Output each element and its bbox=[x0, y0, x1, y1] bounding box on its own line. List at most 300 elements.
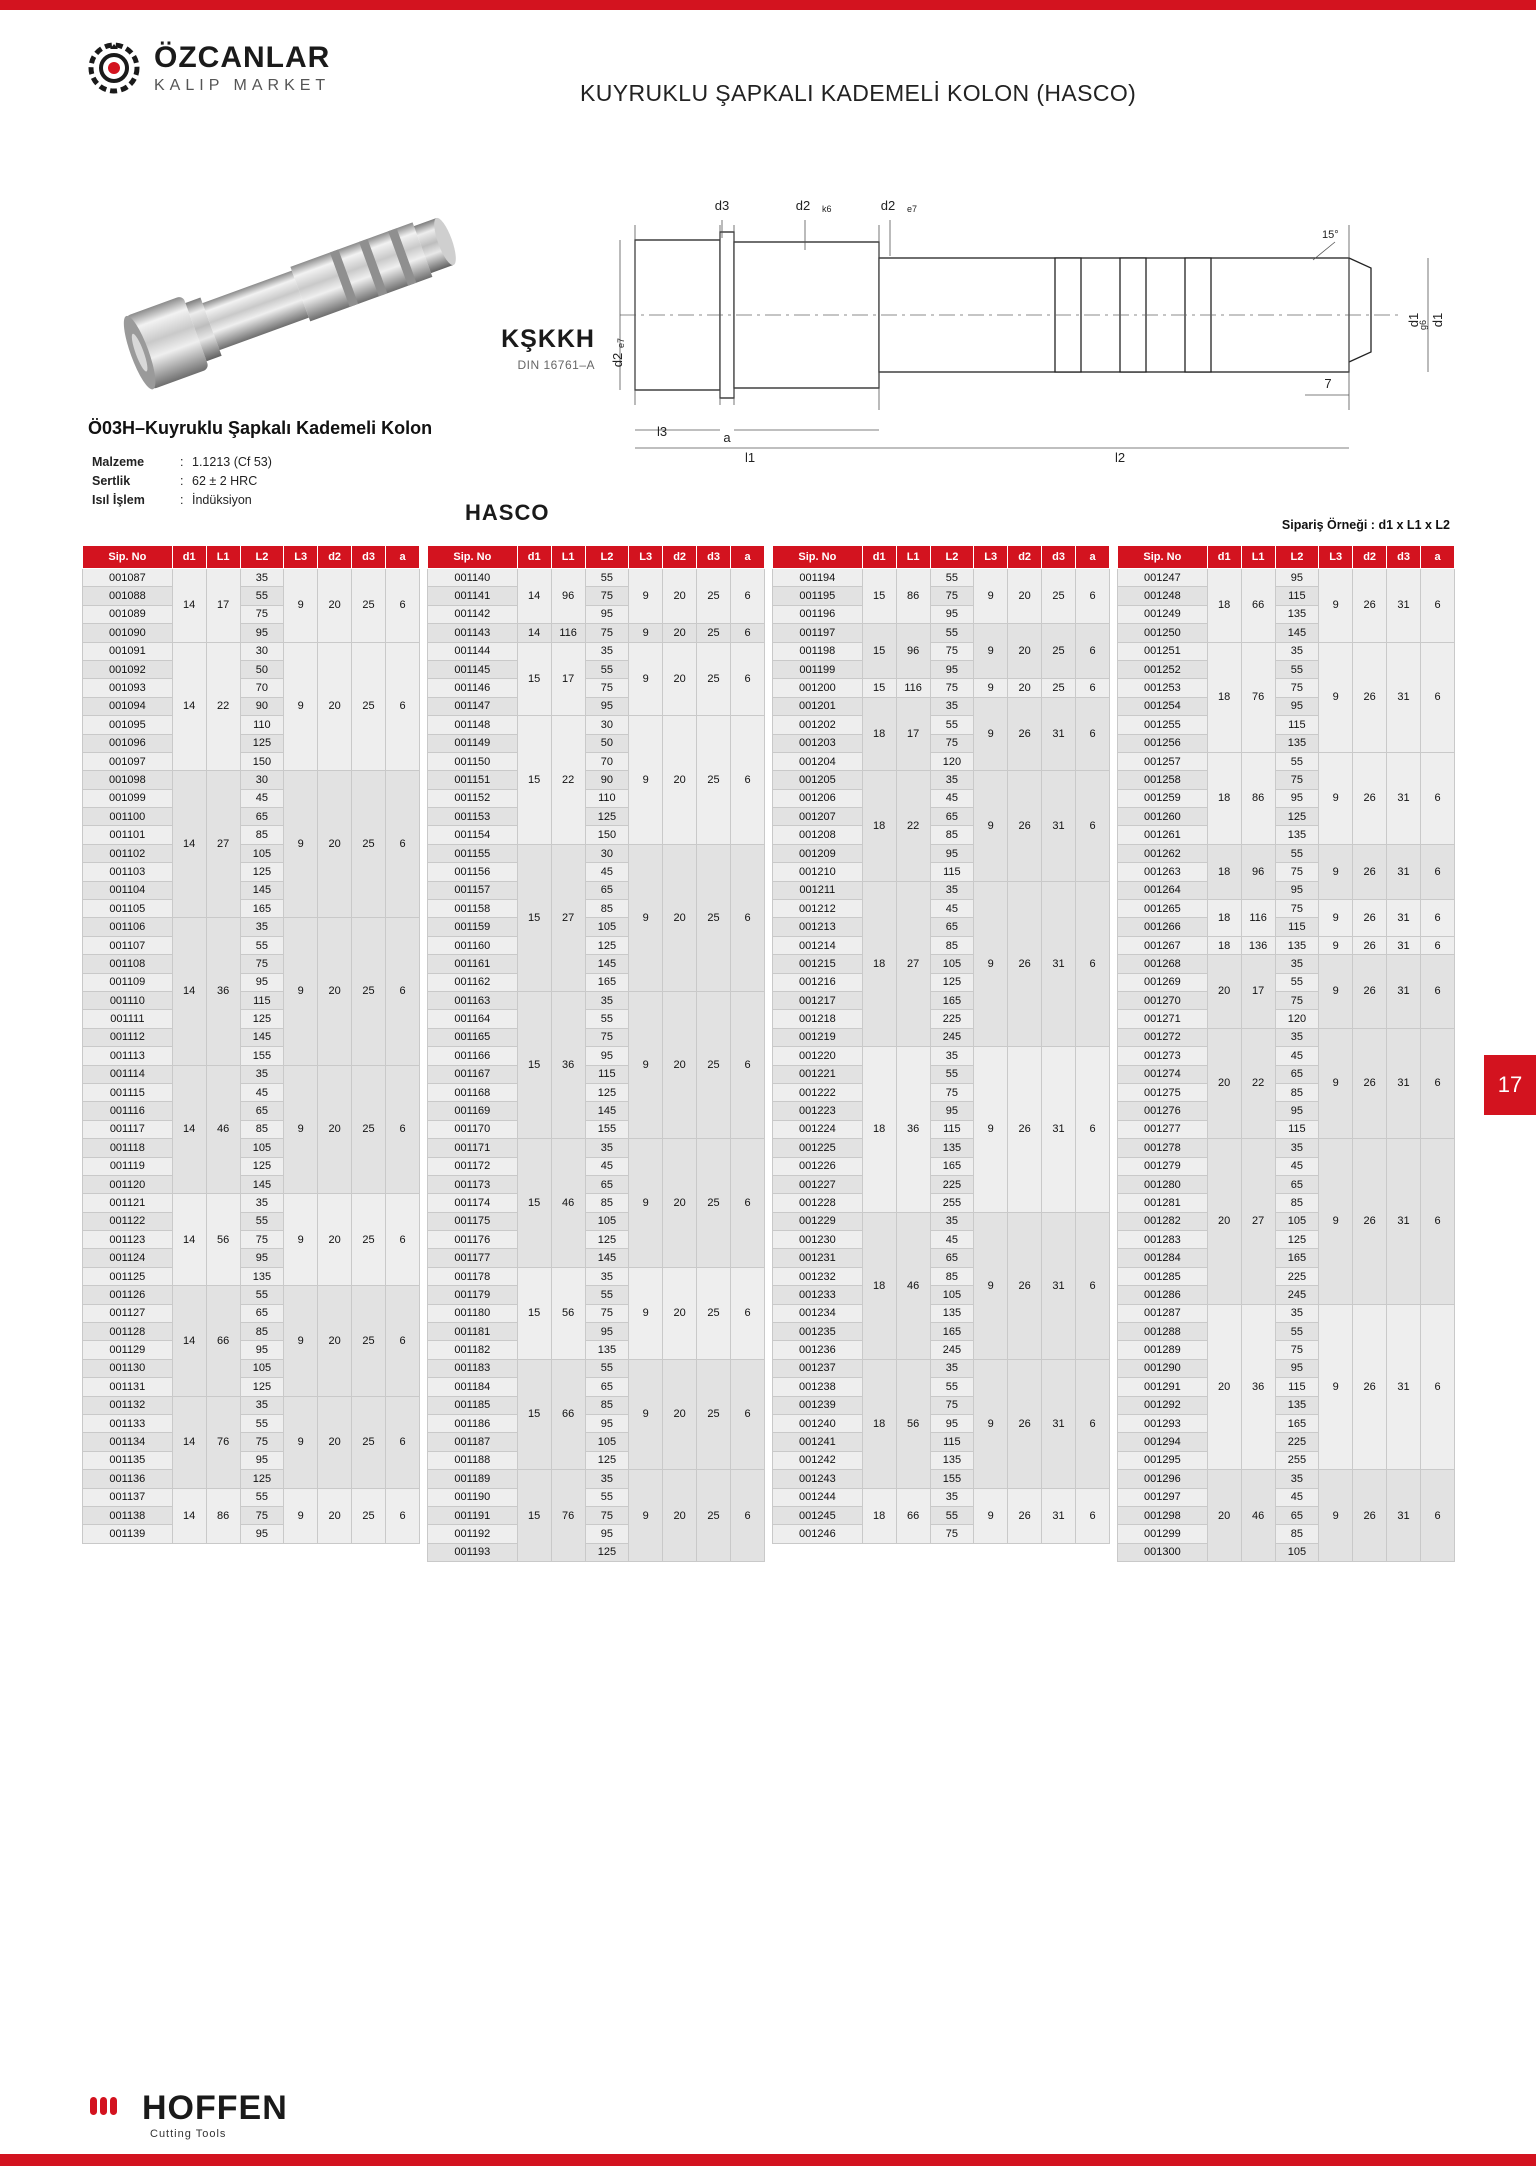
cell-d1: 15 bbox=[862, 624, 896, 679]
column-header-7: a bbox=[386, 546, 420, 569]
cell-sip-no: 001252 bbox=[1118, 660, 1208, 678]
column-header-4: L3 bbox=[284, 546, 318, 569]
cell-l2: 65 bbox=[240, 808, 284, 826]
cell-sip-no: 001238 bbox=[773, 1378, 863, 1396]
cell-sip-no: 001100 bbox=[83, 808, 173, 826]
spec-key: Isıl İşlem bbox=[92, 493, 145, 507]
cell-a: 6 bbox=[1421, 1139, 1455, 1305]
cell-sip-no: 001277 bbox=[1118, 1120, 1208, 1138]
cell-sip-no: 001205 bbox=[773, 771, 863, 789]
cell-sip-no: 001148 bbox=[428, 716, 518, 734]
cell-l2: 125 bbox=[240, 734, 284, 752]
cell-sip-no: 001099 bbox=[83, 789, 173, 807]
cell-l3: 9 bbox=[1319, 642, 1353, 752]
bottom-accent-bar bbox=[0, 2154, 1536, 2166]
product-code: KŞKKH bbox=[501, 325, 595, 353]
table-row bbox=[83, 642, 420, 660]
cell-l2: 225 bbox=[1275, 1267, 1319, 1285]
cell-l2: 30 bbox=[585, 716, 629, 734]
cell-d3: 31 bbox=[1387, 1139, 1421, 1305]
column-header-1: d1 bbox=[862, 546, 896, 569]
cell-d3: 25 bbox=[352, 1396, 386, 1488]
cell-l2: 115 bbox=[1275, 918, 1319, 936]
cell-l2: 225 bbox=[930, 1175, 974, 1193]
cell-l2: 65 bbox=[930, 808, 974, 826]
cell-d3: 31 bbox=[1387, 844, 1421, 899]
cell-sip-no: 001096 bbox=[83, 734, 173, 752]
cell-sip-no: 001124 bbox=[83, 1249, 173, 1267]
cell-l2: 135 bbox=[1275, 936, 1319, 954]
cell-a: 6 bbox=[1076, 771, 1110, 881]
cell-d2: 20 bbox=[663, 642, 697, 716]
cell-l2: 105 bbox=[930, 1286, 974, 1304]
cell-l2: 55 bbox=[585, 1286, 629, 1304]
cell-sip-no: 001226 bbox=[773, 1157, 863, 1175]
cell-d3: 25 bbox=[1042, 679, 1076, 697]
svg-text:l1: l1 bbox=[744, 450, 756, 465]
cell-sip-no: 001286 bbox=[1118, 1286, 1208, 1304]
table-body bbox=[773, 569, 1110, 1544]
cell-sip-no: 001247 bbox=[1118, 569, 1208, 587]
column-header-0: Sip. No bbox=[83, 546, 173, 569]
cell-d2: 20 bbox=[318, 569, 352, 643]
cell-l2: 35 bbox=[585, 1470, 629, 1488]
cell-l1: 36 bbox=[896, 1047, 930, 1213]
cell-sip-no: 001261 bbox=[1118, 826, 1208, 844]
cell-l2: 45 bbox=[930, 1231, 974, 1249]
column-header-7: a bbox=[1421, 546, 1455, 569]
column-header-4: L3 bbox=[1319, 546, 1353, 569]
cell-l2: 85 bbox=[930, 1267, 974, 1285]
cell-l2: 85 bbox=[930, 826, 974, 844]
cell-l2: 150 bbox=[585, 826, 629, 844]
cell-sip-no: 001242 bbox=[773, 1451, 863, 1469]
cell-sip-no: 001129 bbox=[83, 1341, 173, 1359]
cell-l2: 135 bbox=[930, 1304, 974, 1322]
cell-l1: 66 bbox=[1241, 569, 1275, 643]
cell-sip-no: 001206 bbox=[773, 789, 863, 807]
cell-l2: 75 bbox=[240, 1231, 284, 1249]
cell-l2: 115 bbox=[585, 1065, 629, 1083]
cell-d3: 25 bbox=[1042, 624, 1076, 679]
cell-sip-no: 001117 bbox=[83, 1120, 173, 1138]
cell-l2: 35 bbox=[1275, 955, 1319, 973]
cell-l2: 65 bbox=[1275, 1506, 1319, 1524]
cell-l2: 45 bbox=[930, 900, 974, 918]
cell-sip-no: 001263 bbox=[1118, 863, 1208, 881]
column-header-1: d1 bbox=[517, 546, 551, 569]
cell-l1: 116 bbox=[551, 624, 585, 642]
cell-l1: 66 bbox=[206, 1286, 240, 1396]
cell-sip-no: 001271 bbox=[1118, 1010, 1208, 1028]
column-header-5: d2 bbox=[318, 546, 352, 569]
cell-l3: 9 bbox=[1319, 844, 1353, 899]
cell-a: 6 bbox=[386, 1286, 420, 1396]
cell-d3: 31 bbox=[1042, 697, 1076, 771]
cell-l3: 9 bbox=[1319, 936, 1353, 954]
cell-l2: 95 bbox=[1275, 881, 1319, 899]
cell-d3: 25 bbox=[352, 918, 386, 1065]
cell-l1: 22 bbox=[896, 771, 930, 881]
cell-sip-no: 001092 bbox=[83, 660, 173, 678]
cell-sip-no: 001142 bbox=[428, 605, 518, 623]
cell-sip-no: 001184 bbox=[428, 1378, 518, 1396]
cell-l1: 36 bbox=[551, 991, 585, 1138]
cell-l2: 95 bbox=[1275, 789, 1319, 807]
table-body bbox=[83, 569, 420, 1544]
cell-sip-no: 001115 bbox=[83, 1083, 173, 1101]
cell-sip-no: 001256 bbox=[1118, 734, 1208, 752]
cell-sip-no: 001182 bbox=[428, 1341, 518, 1359]
cell-sip-no: 001284 bbox=[1118, 1249, 1208, 1267]
cell-l2: 135 bbox=[930, 1451, 974, 1469]
cell-sip-no: 001279 bbox=[1118, 1157, 1208, 1175]
cell-a: 6 bbox=[1421, 642, 1455, 752]
cell-l2: 75 bbox=[585, 1304, 629, 1322]
cell-d3: 25 bbox=[697, 1470, 731, 1562]
cell-l1: 136 bbox=[1241, 936, 1275, 954]
cell-l3: 9 bbox=[629, 1359, 663, 1469]
cell-d2: 20 bbox=[663, 1359, 697, 1469]
cell-l2: 50 bbox=[585, 734, 629, 752]
cell-d3: 25 bbox=[352, 569, 386, 643]
cell-sip-no: 001207 bbox=[773, 808, 863, 826]
cell-d1: 14 bbox=[517, 624, 551, 642]
cell-l2: 95 bbox=[585, 1047, 629, 1065]
column-header-5: d2 bbox=[1353, 546, 1387, 569]
cell-l3: 9 bbox=[974, 569, 1008, 624]
cell-l2: 75 bbox=[1275, 679, 1319, 697]
cell-sip-no: 001190 bbox=[428, 1488, 518, 1506]
table-row bbox=[428, 569, 765, 587]
cell-l2: 45 bbox=[930, 789, 974, 807]
cell-sip-no: 001091 bbox=[83, 642, 173, 660]
cell-d2: 20 bbox=[663, 844, 697, 991]
cell-l2: 95 bbox=[240, 973, 284, 991]
svg-text:d2: d2 bbox=[880, 198, 896, 213]
cell-l2: 35 bbox=[240, 1065, 284, 1083]
cell-sip-no: 001202 bbox=[773, 716, 863, 734]
cell-sip-no: 001144 bbox=[428, 642, 518, 660]
cell-sip-no: 001162 bbox=[428, 973, 518, 991]
cell-l2: 85 bbox=[930, 936, 974, 954]
cell-l2: 115 bbox=[1275, 587, 1319, 605]
column-header-1: d1 bbox=[172, 546, 206, 569]
cell-d1: 14 bbox=[172, 569, 206, 643]
column-header-6: d3 bbox=[697, 546, 731, 569]
cell-sip-no: 001187 bbox=[428, 1433, 518, 1451]
column-header-3: L2 bbox=[585, 546, 629, 569]
cell-sip-no: 001110 bbox=[83, 991, 173, 1009]
cell-d1: 15 bbox=[517, 642, 551, 716]
cell-l2: 145 bbox=[240, 881, 284, 899]
cell-sip-no: 001240 bbox=[773, 1414, 863, 1432]
cell-l2: 125 bbox=[240, 1157, 284, 1175]
cell-l2: 125 bbox=[1275, 808, 1319, 826]
cell-sip-no: 001130 bbox=[83, 1359, 173, 1377]
cell-l2: 165 bbox=[240, 900, 284, 918]
cell-l2: 75 bbox=[240, 1506, 284, 1524]
cell-d1: 14 bbox=[172, 771, 206, 918]
cell-l2: 75 bbox=[930, 679, 974, 697]
cell-d3: 31 bbox=[1387, 1470, 1421, 1562]
cell-l2: 110 bbox=[585, 789, 629, 807]
cell-l2: 75 bbox=[930, 1525, 974, 1543]
cell-d1: 14 bbox=[172, 1286, 206, 1396]
technical-drawing bbox=[600, 180, 1450, 510]
cell-l2: 95 bbox=[240, 1249, 284, 1267]
spec-row bbox=[92, 454, 272, 471]
cell-sip-no: 001164 bbox=[428, 1010, 518, 1028]
cell-sip-no: 001215 bbox=[773, 955, 863, 973]
cell-l1: 17 bbox=[551, 642, 585, 716]
cell-sip-no: 001139 bbox=[83, 1525, 173, 1543]
cell-l2: 35 bbox=[1275, 642, 1319, 660]
cell-sip-no: 001173 bbox=[428, 1175, 518, 1193]
cell-sip-no: 001109 bbox=[83, 973, 173, 991]
column-header-5: d2 bbox=[1008, 546, 1042, 569]
cell-a: 6 bbox=[1076, 697, 1110, 771]
cell-l3: 9 bbox=[629, 991, 663, 1138]
table-row bbox=[773, 1359, 1110, 1377]
cell-l2: 95 bbox=[585, 697, 629, 715]
cell-l2: 105 bbox=[1275, 1543, 1319, 1561]
cell-a: 6 bbox=[1076, 1212, 1110, 1359]
cell-l2: 125 bbox=[585, 1083, 629, 1101]
cell-sip-no: 001208 bbox=[773, 826, 863, 844]
cell-d2: 20 bbox=[663, 716, 697, 845]
cell-a: 6 bbox=[731, 716, 765, 845]
table-row bbox=[1118, 955, 1455, 973]
cell-l2: 105 bbox=[585, 1433, 629, 1451]
cell-d2: 20 bbox=[318, 771, 352, 918]
cell-sip-no: 001222 bbox=[773, 1083, 863, 1101]
cell-l1: 27 bbox=[206, 771, 240, 918]
cell-l2: 105 bbox=[240, 1139, 284, 1157]
cell-d2: 26 bbox=[1008, 1047, 1042, 1213]
cell-l3: 9 bbox=[1319, 1028, 1353, 1138]
product-name: Ö03H–Kuyruklu Şapkalı Kademeli Kolon bbox=[88, 418, 433, 438]
cell-d2: 26 bbox=[1353, 900, 1387, 937]
cell-l1: 96 bbox=[551, 569, 585, 624]
cell-l3: 9 bbox=[284, 1396, 318, 1488]
cell-sip-no: 001188 bbox=[428, 1451, 518, 1469]
cell-sip-no: 001179 bbox=[428, 1286, 518, 1304]
cell-sip-no: 001089 bbox=[83, 605, 173, 623]
cell-l2: 95 bbox=[585, 1414, 629, 1432]
cell-l2: 35 bbox=[585, 642, 629, 660]
cell-a: 6 bbox=[1076, 1488, 1110, 1543]
spec-value: İndüksiyon bbox=[192, 493, 252, 507]
cell-d2: 26 bbox=[1353, 844, 1387, 899]
spec-row bbox=[92, 473, 272, 490]
cell-sip-no: 001186 bbox=[428, 1414, 518, 1432]
cell-l2: 75 bbox=[1275, 900, 1319, 918]
cell-a: 6 bbox=[1421, 569, 1455, 643]
cell-d3: 31 bbox=[1387, 569, 1421, 643]
cell-sip-no: 001137 bbox=[83, 1488, 173, 1506]
cell-a: 6 bbox=[1421, 1304, 1455, 1470]
cell-l2: 75 bbox=[585, 679, 629, 697]
cell-l2: 125 bbox=[585, 808, 629, 826]
cell-l2: 35 bbox=[930, 881, 974, 899]
column-header-0: Sip. No bbox=[428, 546, 518, 569]
cell-sip-no: 001168 bbox=[428, 1083, 518, 1101]
spec-key: Malzeme bbox=[92, 455, 145, 469]
cell-l2: 35 bbox=[1275, 1470, 1319, 1488]
cell-l2: 55 bbox=[585, 1359, 629, 1377]
cell-sip-no: 001280 bbox=[1118, 1175, 1208, 1193]
cell-d3: 25 bbox=[352, 771, 386, 918]
cell-l2: 55 bbox=[240, 587, 284, 605]
cell-l2: 85 bbox=[1275, 1083, 1319, 1101]
cell-d1: 15 bbox=[517, 991, 551, 1138]
cell-l2: 35 bbox=[240, 918, 284, 936]
cell-sip-no: 001217 bbox=[773, 991, 863, 1009]
cell-l2: 95 bbox=[585, 1323, 629, 1341]
column-header-3: L2 bbox=[240, 546, 284, 569]
cell-sip-no: 001270 bbox=[1118, 991, 1208, 1009]
cell-sip-no: 001113 bbox=[83, 1047, 173, 1065]
cell-d3: 31 bbox=[1042, 771, 1076, 881]
cell-sip-no: 001210 bbox=[773, 863, 863, 881]
cell-sip-no: 001295 bbox=[1118, 1451, 1208, 1469]
cell-l2: 35 bbox=[585, 991, 629, 1009]
cell-sip-no: 001156 bbox=[428, 863, 518, 881]
cell-sip-no: 001103 bbox=[83, 863, 173, 881]
column-header-6: d3 bbox=[352, 546, 386, 569]
cell-d1: 14 bbox=[172, 918, 206, 1065]
cell-l3: 9 bbox=[284, 1194, 318, 1286]
cell-sip-no: 001254 bbox=[1118, 697, 1208, 715]
cell-l3: 9 bbox=[1319, 569, 1353, 643]
table-row bbox=[773, 679, 1110, 697]
cell-sip-no: 001300 bbox=[1118, 1543, 1208, 1561]
cell-l3: 9 bbox=[974, 1488, 1008, 1543]
cell-l3: 9 bbox=[629, 1267, 663, 1359]
cell-sip-no: 001097 bbox=[83, 752, 173, 770]
cell-d1: 20 bbox=[1207, 1139, 1241, 1305]
cell-l2: 55 bbox=[240, 936, 284, 954]
spec-key: Sertlik bbox=[92, 474, 131, 488]
cell-l2: 165 bbox=[1275, 1249, 1319, 1267]
table-header-row bbox=[428, 546, 765, 569]
cell-l2: 75 bbox=[585, 624, 629, 642]
table-row bbox=[428, 844, 765, 862]
cell-sip-no: 001105 bbox=[83, 900, 173, 918]
cell-l2: 125 bbox=[585, 1451, 629, 1469]
cell-sip-no: 001196 bbox=[773, 605, 863, 623]
cell-sip-no: 001170 bbox=[428, 1120, 518, 1138]
cell-sip-no: 001157 bbox=[428, 881, 518, 899]
cell-sip-no: 001134 bbox=[83, 1433, 173, 1451]
cell-l2: 125 bbox=[240, 1470, 284, 1488]
cell-d3: 31 bbox=[1387, 936, 1421, 954]
table-row bbox=[428, 1470, 765, 1488]
cell-d3: 25 bbox=[697, 1267, 731, 1359]
cell-l1: 17 bbox=[206, 569, 240, 643]
cell-l2: 115 bbox=[1275, 1120, 1319, 1138]
cell-sip-no: 001258 bbox=[1118, 771, 1208, 789]
table-row bbox=[428, 642, 765, 660]
cell-d3: 25 bbox=[697, 569, 731, 624]
cell-l3: 9 bbox=[1319, 1470, 1353, 1562]
cell-sip-no: 001214 bbox=[773, 936, 863, 954]
table-row bbox=[428, 1267, 765, 1285]
cell-sip-no: 001216 bbox=[773, 973, 863, 991]
cell-d3: 31 bbox=[1042, 1047, 1076, 1213]
cell-l2: 65 bbox=[930, 918, 974, 936]
cell-l2: 125 bbox=[585, 936, 629, 954]
cell-a: 6 bbox=[731, 844, 765, 991]
cell-d2: 26 bbox=[1008, 881, 1042, 1047]
cell-sip-no: 001275 bbox=[1118, 1083, 1208, 1101]
cell-sip-no: 001181 bbox=[428, 1323, 518, 1341]
cell-l3: 9 bbox=[974, 679, 1008, 697]
cell-d2: 26 bbox=[1353, 1028, 1387, 1138]
cell-sip-no: 001213 bbox=[773, 918, 863, 936]
table-row bbox=[773, 1212, 1110, 1230]
table-row bbox=[1118, 900, 1455, 918]
cell-sip-no: 001108 bbox=[83, 955, 173, 973]
table-row bbox=[1118, 936, 1455, 954]
cell-l2: 55 bbox=[930, 624, 974, 642]
cell-l2: 75 bbox=[930, 1083, 974, 1101]
cell-a: 6 bbox=[1421, 900, 1455, 937]
cell-l1: 76 bbox=[1241, 642, 1275, 752]
cell-sip-no: 001116 bbox=[83, 1102, 173, 1120]
cell-l3: 9 bbox=[1319, 900, 1353, 937]
cell-l2: 85 bbox=[585, 900, 629, 918]
cell-sip-no: 001146 bbox=[428, 679, 518, 697]
cell-sip-no: 001143 bbox=[428, 624, 518, 642]
cell-sip-no: 001230 bbox=[773, 1231, 863, 1249]
cell-d1: 15 bbox=[517, 1267, 551, 1359]
cell-sip-no: 001243 bbox=[773, 1470, 863, 1488]
cell-l2: 125 bbox=[240, 1378, 284, 1396]
table-row bbox=[773, 697, 1110, 715]
cell-sip-no: 001125 bbox=[83, 1267, 173, 1285]
cell-l2: 120 bbox=[1275, 1010, 1319, 1028]
cell-d3: 25 bbox=[697, 844, 731, 991]
cell-l1: 22 bbox=[206, 642, 240, 771]
cell-l2: 55 bbox=[930, 1506, 974, 1524]
cell-l2: 55 bbox=[240, 1488, 284, 1506]
cell-sip-no: 001160 bbox=[428, 936, 518, 954]
cell-d2: 20 bbox=[318, 918, 352, 1065]
cell-a: 6 bbox=[1076, 881, 1110, 1047]
cell-l2: 30 bbox=[240, 771, 284, 789]
cell-sip-no: 001291 bbox=[1118, 1378, 1208, 1396]
column-header-5: d2 bbox=[663, 546, 697, 569]
cell-l1: 86 bbox=[1241, 752, 1275, 844]
cell-sip-no: 001201 bbox=[773, 697, 863, 715]
cell-sip-no: 001246 bbox=[773, 1525, 863, 1543]
cell-l2: 65 bbox=[240, 1102, 284, 1120]
cell-d2: 20 bbox=[663, 991, 697, 1138]
table-row bbox=[428, 716, 765, 734]
cell-l2: 55 bbox=[585, 1010, 629, 1028]
cell-l2: 105 bbox=[585, 918, 629, 936]
gear-camera-icon bbox=[88, 42, 140, 94]
cell-a: 6 bbox=[386, 771, 420, 918]
cell-l1: 46 bbox=[896, 1212, 930, 1359]
table-row bbox=[83, 1396, 420, 1414]
cell-l2: 55 bbox=[585, 660, 629, 678]
cell-sip-no: 001255 bbox=[1118, 716, 1208, 734]
cell-sip-no: 001132 bbox=[83, 1396, 173, 1414]
column-header-2: L1 bbox=[551, 546, 585, 569]
